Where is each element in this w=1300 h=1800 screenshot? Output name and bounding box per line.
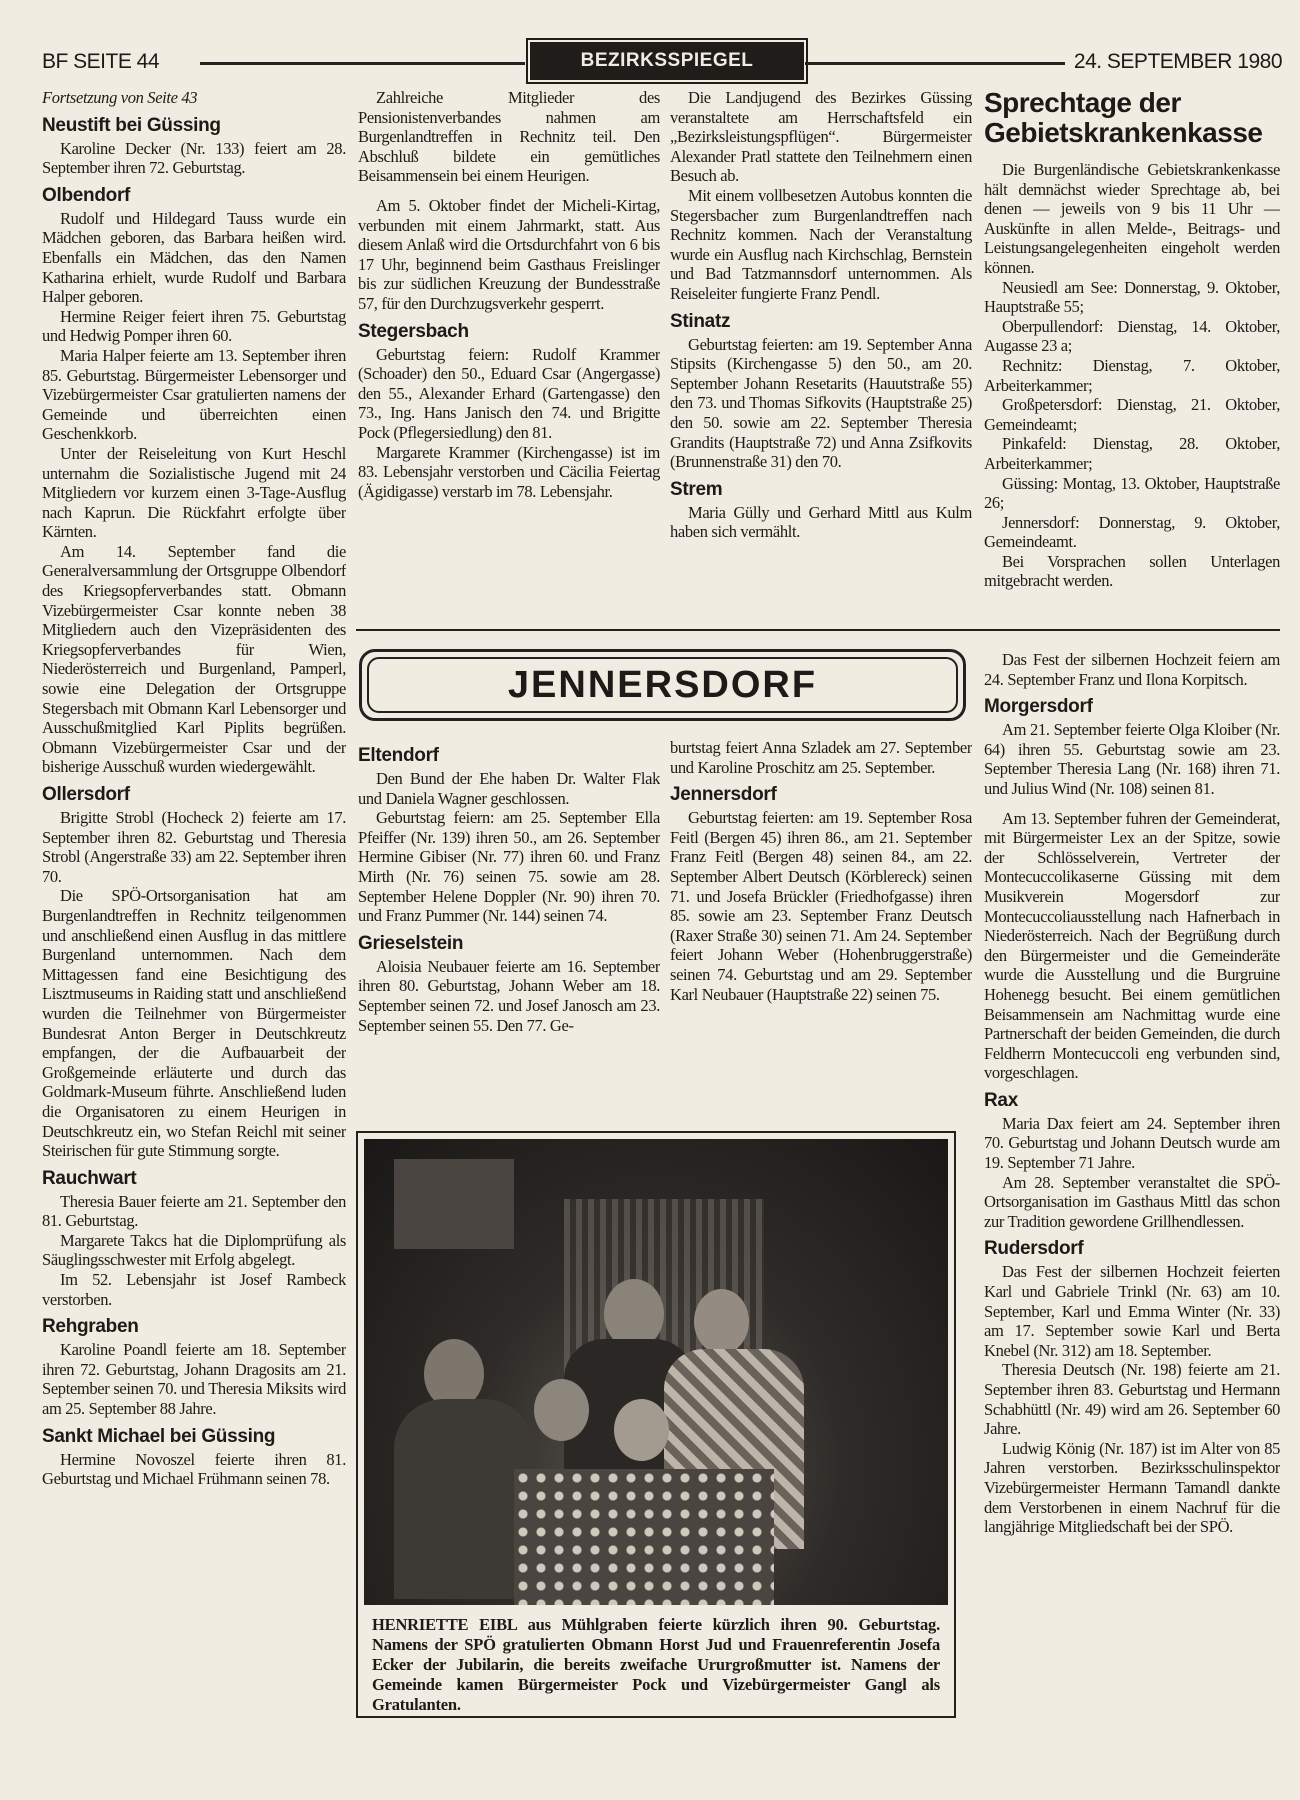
article-heading: Grieselstein [358,932,464,954]
article-paragraph: Güssing: Montag, 13. Oktober, Hauptstraße 26; [984,473,1280,513]
column-1 [42,88,346,1728]
article-paragraph: burtstag feiert Anna Szladek am 27. September und Karoline Proschitz am 25. September. [670,738,972,777]
article-paragraph: Pinkafeld: Dienstag, 28. Oktober, Arbeiterkammer; [984,434,1280,473]
article-paragraph: Hermine Reiger feiert ihren 75. Geburtstag und Hedwig Pomper ihren 60. [42,306,346,346]
article-paragraph: Karoline Poandl feierte am 18. September ihren 72. Geburtstag, Johann Dragosits am 21. September seinen 70. und Theresia Miksits wird am 25. September 88 Jahre. [42,1340,346,1419]
article-paragraph: Den Bund der Ehe haben Dr. Walter Flak und Daniela Wagner geschlossen. [358,769,660,808]
article-heading: Rauchwart [42,1167,137,1189]
column-4-bottom [984,650,1280,1730]
article-paragraph: Brigitte Strobl (Hocheck 2) feierte am 17. September ihren 82. Geburtstag und Theresia Strobl (Angerstraße 33) am 22. September ihren 70. [42,808,346,886]
article-paragraph: Das Fest der silbernen Hochzeit feiern am 24. September Franz und Ilona Korpitsch. [984,650,1280,689]
article-paragraph: Das Fest der silbernen Hochzeit feierten Karl und Gabriele Trinkl (Nr. 63) am 10. September, Karl und Emma Winter (Nr. 33) am 17. September sowie Karl und Berta Knebel (Nr. 312) am 18. September. [984,1262,1280,1360]
article-headline: Sprechtage der Gebietskrankenkasse [984,88,1263,148]
article-paragraph: Aloisia Neubauer feierte am 16. September ihren 80. Geburtstag, Johann Weber am 18. September seinen 72. und Josef Janosch am 23. September seinen 55. Den 77. Ge- [358,956,660,1035]
article-paragraph: Am 28. September veranstaltet die SPÖ-Ortsorganisation im Gasthaus Mittl das schon zur Tradition gewordene Grillhendlessen. [984,1172,1280,1231]
column-4-top [984,88,1280,618]
article-heading: Sankt Michael bei Güssing [42,1425,276,1447]
article-paragraph: Theresia Deutsch (Nr. 198) feierte am 21. September ihren 83. Geburtstag und Hermann Schabhüttl (Nr. 49) wird am 26. September 60 Jahre. [984,1360,1280,1439]
section-title: BEZIRKSSPIEGEL [530,42,804,80]
issue-date: 24. SEPTEMBER 1980 [1073,50,1282,73]
photo-image [364,1139,948,1605]
article-paragraph: Maria Dax feiert am 24. September ihren 70. Geburtstag und Johann Deutsch wurde am 19. September 71 Jahre. [984,1113,1280,1173]
article-paragraph: Geburtstag feierten: am 19. September Anna Stipsits (Kirchengasse 5) den 50., am 20. September Johann Resetarits (Hauutstraße 55) den 73. und Thomas Sifkovits (Hauptstraße 25) den 50. sowie am 22. September Theresia Grandits (Hauptstraße 72) und Anna Zsifkovits (Brunnenstraße 31) den 70. [670,334,972,472]
photo-box [356,1131,956,1718]
column-3-top [670,88,972,618]
article-paragraph: Am 21. September feierte Olga Kloiber (Nr. 64) ihren 55. Geburtstag sowie am 23. September Theresia Lang (Nr. 168) ihren 71. und Julius Wind (Nr. 108) seinen 81. [984,720,1280,798]
column-2-bottom [358,738,660,1118]
article-heading: Strem [670,478,723,500]
article-paragraph: Jennersdorf: Donnerstag, 9. Oktober, Gemeindeamt. [984,512,1280,552]
article-paragraph: Margarete Krammer (Kirchengasse) ist im 83. Lebensjahr verstorben und Cäcilia Feiertag (Ägidigasse) verstarb im 78. Lebensjahr. [358,442,660,501]
article-heading: Neustift bei Güssing [42,114,221,136]
article-paragraph: Rechnitz: Dienstag, 7. Oktober, Arbeiterkammer; [984,355,1280,395]
article-heading: Stinatz [670,310,731,332]
article-paragraph: Großpetersdorf: Dienstag, 21. Oktober, Gemeindeamt; [984,395,1280,434]
continuation-note: Fortsetzung von Seite 43 [42,88,198,107]
article-paragraph: Hermine Novoszel feierte ihren 81. Geburtstag und Michael Frühmann seinen 78. [42,1449,346,1489]
column-3-bottom [670,738,972,1118]
article-heading: Rax [984,1089,1018,1111]
article-paragraph: Maria Gülly und Gerhard Mittl aus Kulm haben sich vermählt. [670,502,972,542]
article-paragraph: Zahlreiche Mitglieder des Pensionistenverbandes nahmen am Burgenlandtreffen in Rechnitz teil. Den Abschluß bildete ein gemütliches Beisammensein bei einem Heurigen. [358,88,660,186]
article-paragraph: Geburtstag feiern: Rudolf Krammer (Schoader) den 50., Eduard Csar (Angergasse) den 55., Alexander Erhard (Gartengasse) den 73., Ing. Hans Janisch den 74. und Brigitte Pock (Pflegersiedlung) den 81. [358,344,660,442]
article-paragraph: Theresia Bauer feierte am 21. September den 81. Geburtstag. [42,1191,346,1231]
article-paragraph: Ludwig König (Nr. 187) ist im Alter von 85 Jahren verstorben. Bezirksschulinspektor Vizebürgermeister Hermann Tamandl dankte dem Verstorbenen in einem Nachruf für die langjährige Mitgliedschaft bei der SPÖ. [984,1438,1280,1537]
article-heading: Eltendorf [358,745,439,766]
article-paragraph: Geburtstag feiern: am 25. September Ella Pfeiffer (Nr. 139) ihren 50., am 26. September Hermine Gibiser (Nr. 77) ihren 60. und Franz Mirth (Nr. 76) seinen 75. sowie am 28. September Helene Doppler (Nr. 90) ihren 70. und Franz Pummer (Nr. 144) seinen 74. [358,808,660,926]
article-heading: Rudersdorf [984,1238,1084,1260]
article-paragraph: Die Landjugend des Bezirkes Güssing veranstaltete am Herrschaftsfeld ein „Bezirksleistungspflügen“. Bürgermeister Alexander Pratl stattete den Teilnehmern einen Besuch ab. [670,88,972,186]
article-paragraph: Am 5. Oktober findet der Micheli-Kirtag, verbunden mit einem Jahrmarkt, statt. Aus diesem Anlaß wird die Ortsdurchfahrt von 6 bis 17 Uhr, beginnend beim Gasthaus Freislinger bis zur südlichen Kreuzung der Bundesstraße 57, für den Durchzugsverkehr gesperrt. [358,195,660,313]
article-paragraph: Unter der Reiseleitung von Kurt Heschl unternahm die Sozialistische Jugend mit 24 Mitgliedern vor kurzem einen 3-Tage-Ausflug nach Kaprun. Die Rückfahrt erfolgte über Kärnten. [42,443,346,542]
article-heading: Rehgraben [42,1316,139,1338]
article-paragraph: Die SPÖ-Ortsorganisation hat am Burgenlandtreffen in Rechnitz teilgenommen und anschließend einen Ausflug in das mittlere Burgenland unternommen. Nach dem Mittagessen fand eine Besichtigung des Lisztmuseums in Raiding statt und anschließend wurden die Teilnehmer von Bürgermeister Bundesrat Anton Berger in Deutschkreutz empfangen, der die Aufbauarbeit der Großgemeinde erläuterte und durch das Goldmark-Museum führte. Anschließend luden die Organisatoren zu einem Heurigen in Deutschkreutz ein, wo Stefan Reichl mit seiner Steirischen für gute Stimmung sorgte. [42,886,346,1161]
article-heading: Jennersdorf [670,784,777,806]
banner-title: JENNERSDORF [367,657,958,713]
article-heading: Stegersbach [358,320,469,342]
header-rule-right [805,62,1065,65]
article-paragraph: Bei Vorsprachen sollen Unterlagen mitgebracht werden. [984,551,1280,591]
section-divider [356,629,1280,631]
article-paragraph: Die Burgenländische Gebietskrankenkasse hält demnächst wieder Sprechtage ab, bei denen — jeweils von 9 bis 11 Uhr — Auskünfte in allen Melde-, Beitrags- und Leistungsangelegenheiten eingeholt werden können. [984,160,1280,277]
article-paragraph: Maria Halper feierte am 13. September ihren 85. Geburtstag. Bürgermeister Lebensorger und Vizebürgermeister Csar gratulierten namens der Gemeinde und überreichten einen Geschenkkorb. [42,345,346,444]
article-paragraph: Oberpullendorf: Dienstag, 14. Oktober, Augasse 23 a; [984,316,1280,356]
article-paragraph: Am 13. September fuhren der Gemeinderat, mit Bürgermeister Lex an der Spitze, sowie der Schlösselverein, Vertreter der Montecuccolikaserne Güssing mit dem Musikverein Mogersdorf zur Montecuccoliausstellung nach Hafnerbach in Niederösterreich. Nach der Begrüßung durch den Bürgermeister und die Gemeinderäte wurde die Ausstellung und die Burgruine Hohenegg besucht. Bei einem gemütlichen Beisammensein am Nachmittag wurde eine Partnerschaft der beiden Gemeinden, die durch Feldherrn Montecuccoli eng verbunden sind, vorgeschlagen. [984,808,1280,1083]
article-paragraph: Mit einem vollbesetzen Autobus konnten die Stegersbacher zum Burgenlandtreffen nach Rechnitz kommen. Nach der Veranstaltung wurde ein Ausflug nach Kirchschlag, Bernstein und Bad Tatzmannsdorf unternommen. Als Reiseleiter fungierte Franz Pendl. [670,185,972,303]
jennersdorf-banner [359,649,966,721]
article-heading: Morgersdorf [984,696,1093,718]
article-paragraph: Geburtstag feierten: am 19. September Rosa Feitl (Bergen 45) ihren 86., am 21. September Franz Feitl (Bergen 48) seinen 84., am 22. September Albert Deutsch (Körblereck) seinen 71. und Josefa Brückler (Friedhofgasse) ihren 85. sowie am 23. September Franz Deutsch (Raxer Straße 30) seinen 71. Am 24. September feiert Johann Weber (Hohenbruggerstraße) seinen 74. Geburtstag und am 29. September Karl Neubauer (Hauptstraße 22) seinen 75. [670,808,972,1004]
page-number: BF SEITE 44 [42,50,160,73]
article-paragraph: Im 52. Lebensjahr ist Josef Rambeck verstorben. [42,1270,346,1309]
article-paragraph: Am 14. September fand die Generalversammlung der Ortsgruppe Olbendorf des Kriegsopferverbandes statt. Obmann Vizebürgermeister Csar konnte neben 38 Mitgliedern auch den Vizepräsidenten des Kriegsopferverbandes für Wien, Niederösterreich und Burgenland, Pamperl, sowie eine Delegation der Ortsgruppe Stegersbach mit Obmann Karl Lebensorger und Ausschußmitglied Karl Piplits begrüßen. Obmann Vizebürgermeister Csar und der bisherige Ausschuß wurden wiedergewählt. [42,541,346,777]
article-paragraph: Rudolf und Hildegard Tauss wurde ein Mädchen geboren, das Barbara heißen wird. Ebenfalls ein Mädchen, das den Namen Katharina erhielt, wurde Rudolf und Barbara Halper geboren. [42,208,346,307]
article-paragraph: Margarete Takcs hat die Diplomprüfung als Säuglingsschwester mit Erfolg abgelegt. [42,1230,346,1270]
article-paragraph: Karoline Decker (Nr. 133) feiert am 28. September ihren 72. Geburtstag. [42,138,346,178]
header-rule-left [200,62,525,65]
article-heading: Olbendorf [42,184,131,206]
article-paragraph: Neusiedl am See: Donnerstag, 9. Oktober, Hauptstraße 55; [984,277,1280,317]
column-2-top [358,88,660,618]
article-heading: Ollersdorf [42,784,130,805]
photo-caption: HENRIETTE EIBL aus Mühlgraben feierte kürzlich ihren 90. Geburtstag. Namens der SPÖ gratulierten Obmann Horst Jud und Frauenreferentin Josefa Ecker der Jubilarin, die bereits zweifache Ururgroßmutter ist. Namens der Gemeinde kamen Bürgermeister Pock und Vizebürgermeister Gangl als Gratulanten. [372,1615,940,1714]
